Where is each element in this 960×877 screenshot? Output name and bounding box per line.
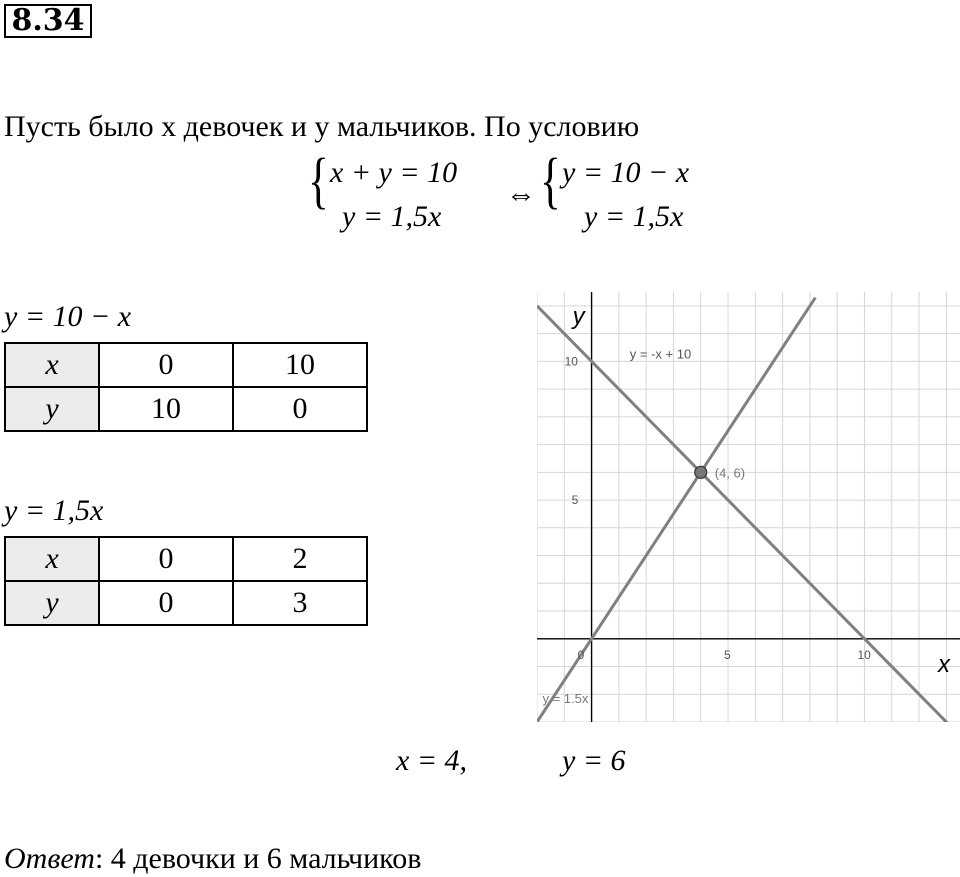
table-cell: 0 <box>99 343 233 387</box>
axes <box>537 292 960 722</box>
x-axis-label: x <box>938 650 950 678</box>
left-brace: { <box>308 147 329 215</box>
grid <box>537 292 960 722</box>
equivalence-sign: ⇔ <box>506 178 536 211</box>
answer-label: Ответ <box>4 842 95 875</box>
system-left-eq2: y = 1,5x <box>342 200 442 233</box>
y-axis-label: y <box>572 303 585 330</box>
table2-title: y = 1,5x <box>4 494 104 527</box>
y-tick-label: 10 <box>564 354 578 369</box>
table-cell: 3 <box>233 581 367 625</box>
table-row <box>5 537 367 581</box>
solution-y: y = 6 <box>562 744 626 777</box>
table-cell: 0 <box>99 581 233 625</box>
table-cell: 0 <box>233 387 367 431</box>
series-line <box>537 306 960 722</box>
table-row <box>5 387 367 431</box>
series-label: y = -x + 10 <box>629 346 692 362</box>
intro-text: Пусть было x девочек и y мальчиков. По условию <box>4 110 640 143</box>
series-label: y = 1.5x <box>542 690 589 706</box>
table-cell: 2 <box>233 537 367 581</box>
values-table-2 <box>4 536 368 626</box>
intersection-label: (4, 6) <box>714 465 746 481</box>
table-row <box>5 581 367 625</box>
table1-title: y = 10 − x <box>4 300 132 333</box>
graph-labels <box>542 303 951 706</box>
x-tick-label: 5 <box>724 647 731 662</box>
y-tick-label: 5 <box>571 493 579 508</box>
table-header-cell: x <box>5 537 99 581</box>
x-tick-label: 0 <box>577 647 585 662</box>
system-right-eq1: y = 10 − x <box>562 156 690 189</box>
table-row <box>5 343 367 387</box>
values-table-1 <box>4 342 368 432</box>
right-brace: { <box>540 147 561 215</box>
table-cell: 10 <box>99 387 233 431</box>
answer-text: : 4 девочки и 6 мальчиков <box>94 842 422 875</box>
table-header-cell: y <box>5 387 99 431</box>
problem-number: 8.34 <box>4 4 92 38</box>
table-header-cell: x <box>5 343 99 387</box>
function-graph <box>537 292 960 722</box>
answer-line <box>4 842 421 876</box>
system-left-eq1: x + y = 10 <box>330 156 458 189</box>
table-header-cell: y <box>5 581 99 625</box>
system-right-eq2: y = 1,5x <box>584 200 684 233</box>
solution-x: x = 4, <box>396 744 468 777</box>
x-tick-label: 10 <box>857 647 871 662</box>
intersection-point <box>695 466 707 478</box>
table-cell: 0 <box>99 537 233 581</box>
table-cell: 10 <box>233 343 367 387</box>
